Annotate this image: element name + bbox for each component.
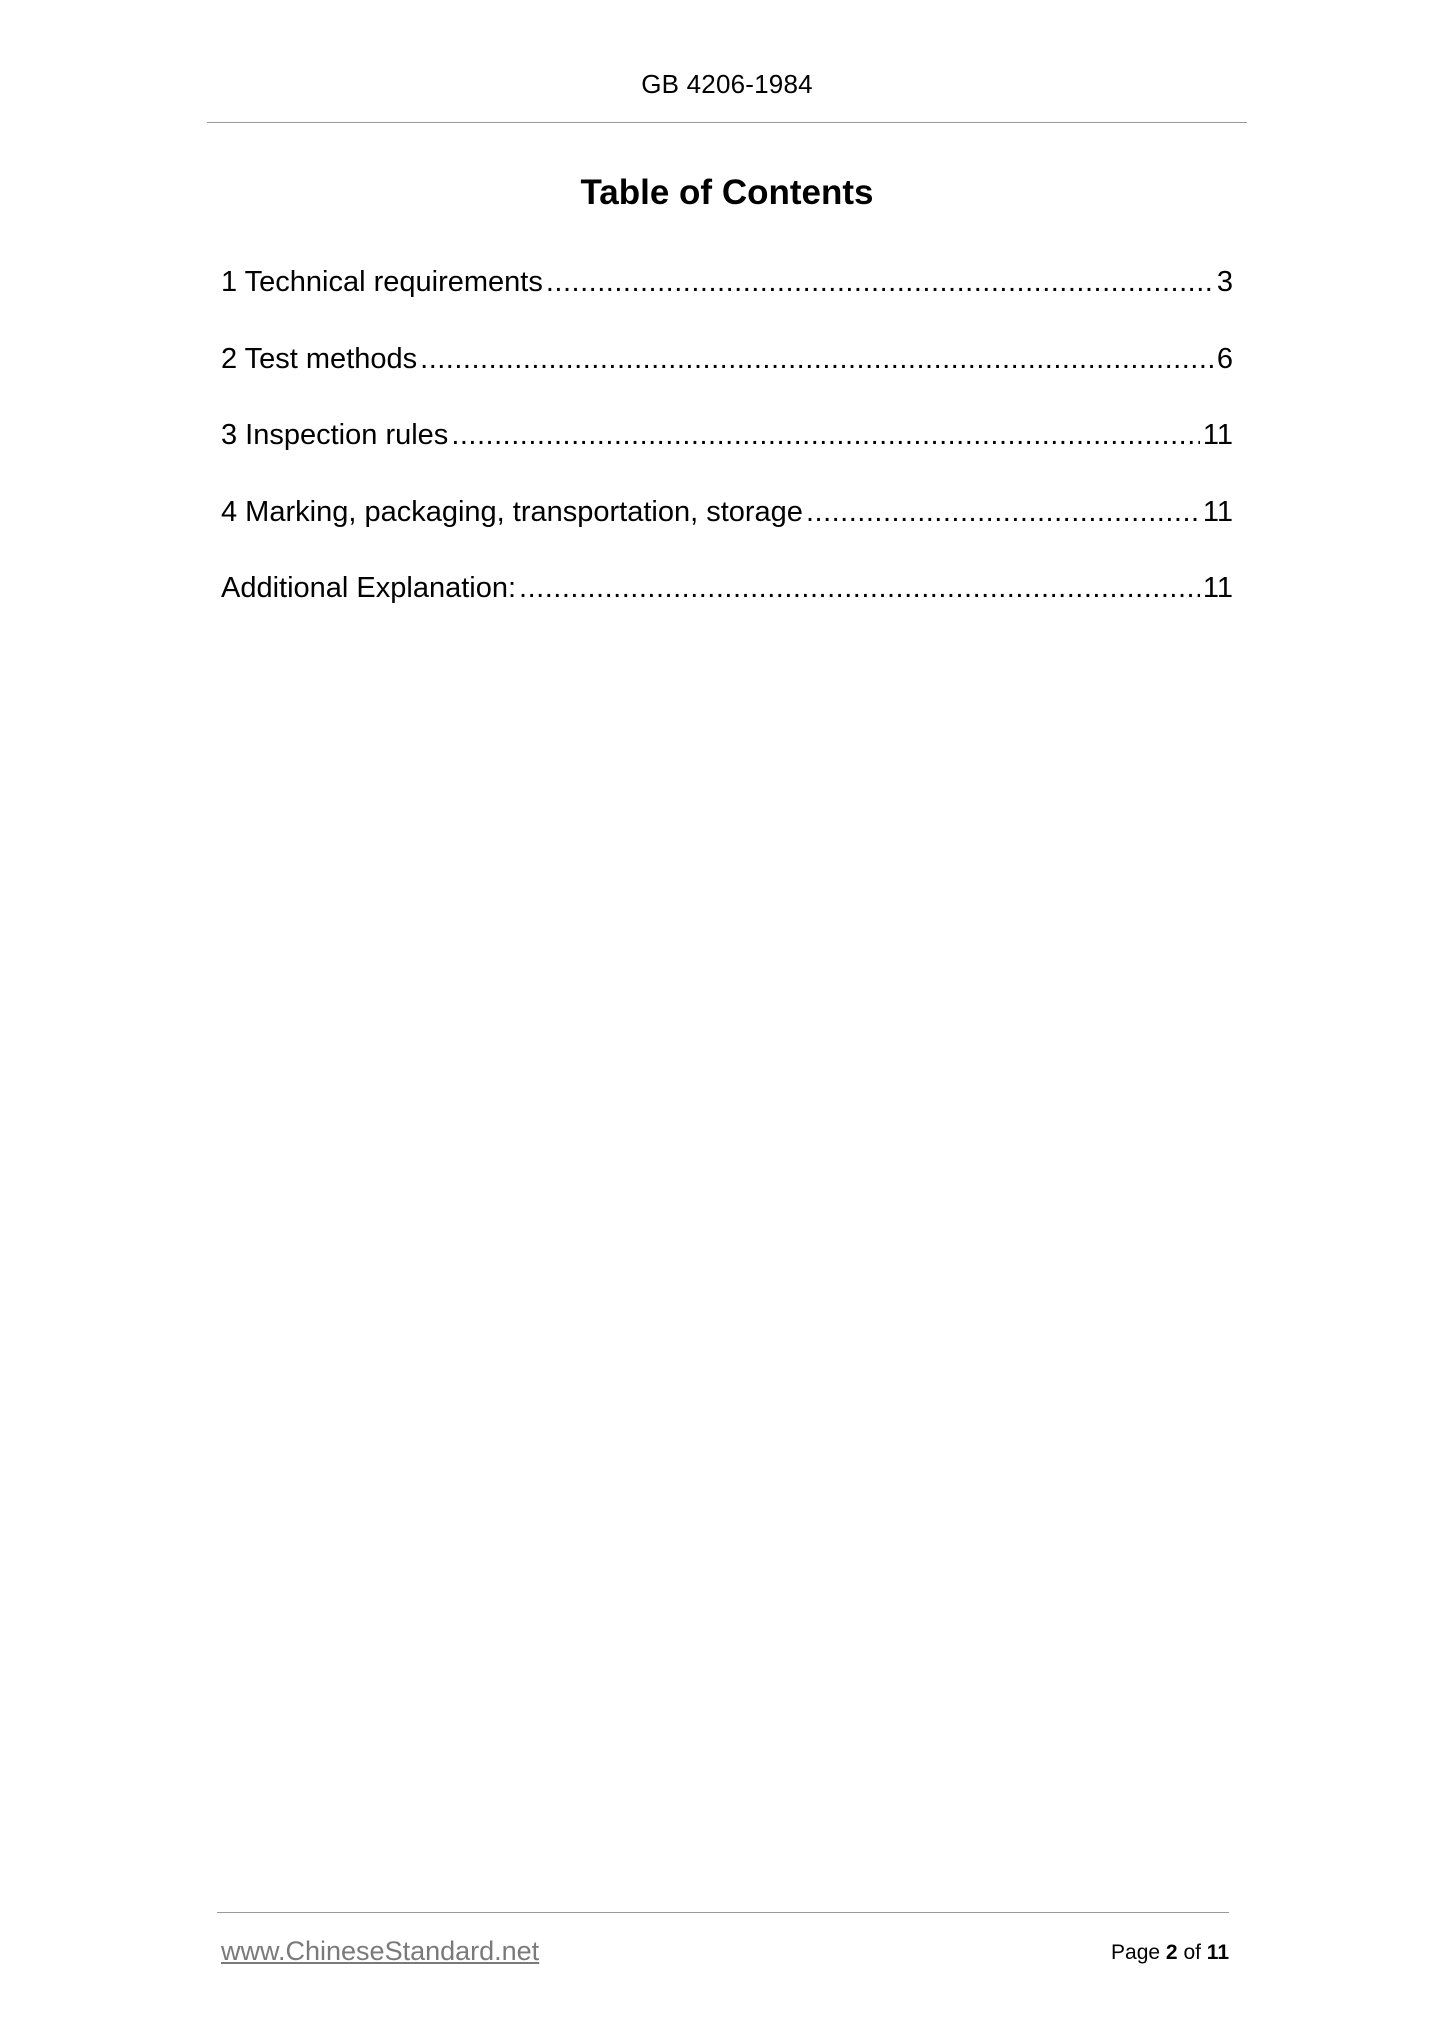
toc-entry-page-number: 6 xyxy=(1216,342,1233,375)
total-pages-number: 11 xyxy=(1206,1941,1229,1964)
toc-entry-label: 4 Marking, packaging, transportation, storage xyxy=(221,495,803,528)
toc-entry-inspection-rules[interactable] xyxy=(221,415,1233,455)
toc-entry-additional-explanation[interactable] xyxy=(221,568,1233,608)
toc-dot-leader xyxy=(451,415,1200,455)
toc-entry-label: 2 Test methods xyxy=(221,342,418,375)
toc-entry-page-number: 3 xyxy=(1216,266,1233,298)
toc-entry-label: Additional Explanation: xyxy=(221,572,517,604)
page-word: Page xyxy=(1111,1941,1161,1964)
toc-list xyxy=(221,262,1233,645)
header-divider xyxy=(207,122,1247,123)
footer-page-indicator xyxy=(1111,1938,1229,1968)
toc-dot-leader xyxy=(519,568,1200,608)
toc-entry-label: 1 Technical requirements xyxy=(221,266,543,298)
of-word: of xyxy=(1183,1941,1201,1964)
toc-entry-page-number: 11 xyxy=(1202,419,1233,451)
footer-website-link[interactable]: www.ChineseStandard.net xyxy=(221,1936,540,1966)
toc-entry-label: 3 Inspection rules xyxy=(221,419,449,451)
toc-dot-leader xyxy=(806,492,1200,532)
toc-entry-test-methods[interactable] xyxy=(221,339,1233,379)
toc-entry-technical-requirements[interactable] xyxy=(221,262,1233,302)
page-header-standard-code: GB 4206-1984 xyxy=(641,69,813,99)
toc-dot-leader xyxy=(420,339,1214,379)
toc-dot-leader xyxy=(546,262,1214,302)
toc-entry-page-number: 11 xyxy=(1202,495,1233,528)
footer-divider xyxy=(217,1912,1229,1913)
toc-entry-marking-packaging[interactable] xyxy=(221,492,1233,532)
current-page-number: 2 xyxy=(1165,1941,1178,1964)
toc-entry-page-number: 11 xyxy=(1202,572,1233,604)
toc-title: Table of Contents xyxy=(580,173,874,212)
